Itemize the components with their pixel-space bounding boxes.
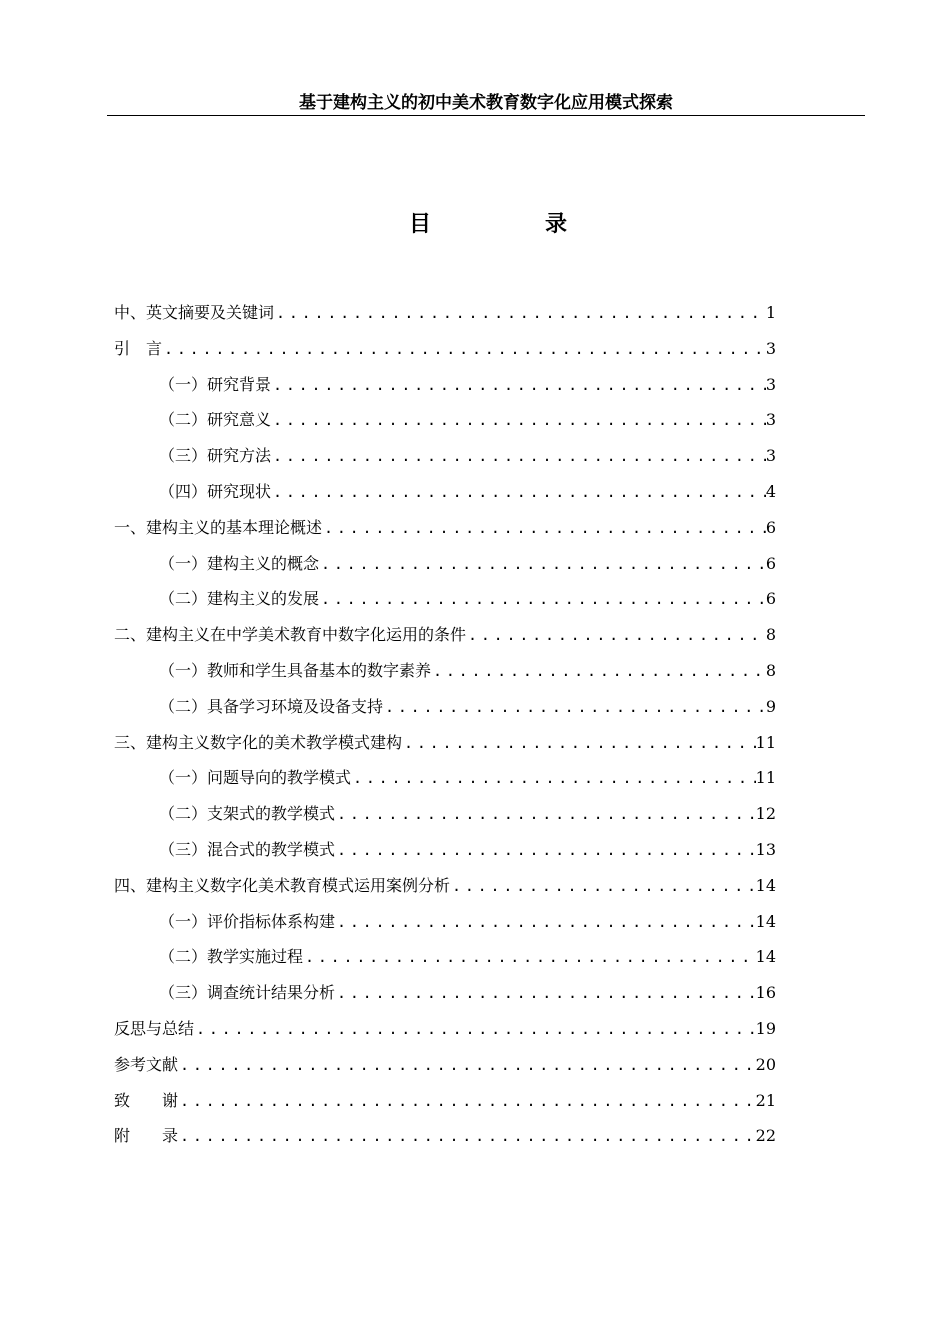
toc-entry-page-number: 4 xyxy=(765,481,776,501)
toc-dot-leader xyxy=(335,833,756,868)
toc-entry-label: （二）支架式的教学模式 xyxy=(159,804,336,824)
toc-entry-label: 附 录 xyxy=(114,1126,179,1146)
toc-dot-leader xyxy=(303,940,756,975)
toc-dot-leader xyxy=(322,511,766,546)
toc-entry[interactable] xyxy=(114,653,776,689)
toc-entry-page-number: 11 xyxy=(755,732,776,752)
toc-dot-leader xyxy=(178,1084,756,1119)
toc-entry[interactable] xyxy=(114,367,776,403)
toc-entry[interactable] xyxy=(114,581,776,617)
toc-entry-label: （三）研究方法 xyxy=(159,446,272,466)
toc-entry-label: （二）建构主义的发展 xyxy=(159,589,320,609)
toc-entry[interactable] xyxy=(114,438,776,474)
toc-entry[interactable] xyxy=(114,796,776,832)
toc-entry-page-number: 14 xyxy=(755,911,776,931)
toc-entry-label: 一、建构主义的基本理论概述 xyxy=(114,517,323,537)
toc-entry-page-number: 8 xyxy=(765,625,776,645)
toc-entry-label: （三）调查统计结果分析 xyxy=(159,983,336,1003)
toc-entry-label: （一）问题导向的教学模式 xyxy=(159,768,352,788)
toc-dot-leader xyxy=(351,761,756,796)
toc-entry[interactable] xyxy=(114,832,776,868)
toc-entry-label: （三）混合式的教学模式 xyxy=(159,839,336,859)
toc-entry-page-number: 11 xyxy=(755,768,776,788)
toc-dot-leader xyxy=(178,1048,756,1083)
toc-dot-leader xyxy=(466,618,766,653)
toc-entry-label: 致 谢 xyxy=(114,1090,179,1110)
toc-entry-label: 参考文献 xyxy=(114,1054,179,1074)
toc-dot-leader xyxy=(383,690,766,725)
toc-entry-label: 三、建构主义数字化的美术教学模式建构 xyxy=(114,732,403,752)
toc-entry[interactable] xyxy=(114,510,776,546)
toc-dot-leader xyxy=(274,296,766,331)
toc-entry[interactable] xyxy=(114,402,776,438)
toc-title: 目 录 xyxy=(408,212,613,237)
toc-entry[interactable] xyxy=(114,1047,776,1083)
toc-entry[interactable] xyxy=(114,939,776,975)
toc-entry[interactable] xyxy=(114,1011,776,1047)
toc-entry[interactable] xyxy=(114,1083,776,1119)
toc-dot-leader xyxy=(271,403,766,438)
toc-entry[interactable] xyxy=(114,1118,776,1154)
toc-entry-page-number: 21 xyxy=(755,1090,776,1110)
toc-entry[interactable] xyxy=(114,689,776,725)
running-header: 基于建构主义的初中美术教育数字化应用模式探索 xyxy=(299,93,673,113)
toc-entry[interactable] xyxy=(114,760,776,796)
toc-entry[interactable] xyxy=(114,975,776,1011)
toc-dot-leader xyxy=(335,976,756,1011)
toc-entry[interactable] xyxy=(114,904,776,940)
toc-entry-label: （一）教师和学生具备基本的数字素养 xyxy=(159,660,432,680)
toc-dot-leader xyxy=(319,582,766,617)
toc-entry-page-number: 3 xyxy=(765,410,776,430)
toc-entry-label: 四、建构主义数字化美术教育模式运用案例分析 xyxy=(114,875,451,895)
toc-entry-page-number: 6 xyxy=(765,553,776,573)
toc-entry-label: 引 言 xyxy=(114,338,163,358)
toc-dot-leader xyxy=(194,1012,756,1047)
toc-entry[interactable] xyxy=(114,474,776,510)
toc-dot-leader xyxy=(162,332,766,367)
toc-entry[interactable] xyxy=(114,546,776,582)
toc-entry-label: 反思与总结 xyxy=(114,1018,195,1038)
toc-entry-page-number: 19 xyxy=(755,1018,776,1038)
toc-entry-page-number: 12 xyxy=(755,804,776,824)
toc-entry-label: （二）具备学习环境及设备支持 xyxy=(159,696,384,716)
toc-entry-page-number: 1 xyxy=(765,303,776,322)
toc-entry[interactable] xyxy=(114,331,776,367)
toc-entry-label: （二）研究意义 xyxy=(159,410,272,430)
toc-entry-page-number: 13 xyxy=(755,839,776,859)
toc-entry[interactable] xyxy=(114,868,776,904)
toc-entry-page-number: 3 xyxy=(765,338,776,358)
toc-entry-page-number: 3 xyxy=(765,446,776,466)
toc-entry[interactable] xyxy=(114,295,776,331)
toc-dot-leader xyxy=(335,797,756,832)
toc-entry-label: 中、英文摘要及关键词 xyxy=(114,303,275,322)
toc-entry-page-number: 8 xyxy=(765,660,776,680)
toc-entry[interactable] xyxy=(114,725,776,761)
toc-dot-leader xyxy=(450,869,756,904)
toc-entry-label: （二）教学实施过程 xyxy=(159,947,304,967)
toc-entry-page-number: 14 xyxy=(755,875,776,895)
toc-dot-leader xyxy=(178,1119,756,1154)
toc-entry[interactable] xyxy=(114,617,776,653)
header-rule xyxy=(107,115,865,116)
toc-dot-leader xyxy=(402,726,756,761)
toc-entry-label: （一）建构主义的概念 xyxy=(159,553,320,573)
toc-entry-label: （一）评价指标体系构建 xyxy=(159,911,336,931)
toc-dot-leader xyxy=(431,654,766,689)
table-of-contents xyxy=(114,295,776,1154)
toc-dot-leader xyxy=(271,475,766,510)
toc-dot-leader xyxy=(271,368,766,403)
toc-entry-page-number: 9 xyxy=(765,696,776,716)
toc-entry-page-number: 16 xyxy=(755,983,776,1003)
toc-entry-page-number: 6 xyxy=(765,517,776,537)
toc-dot-leader xyxy=(271,439,766,474)
toc-entry-page-number: 22 xyxy=(755,1126,776,1146)
toc-entry-label: （四）研究现状 xyxy=(159,481,272,501)
toc-entry-page-number: 14 xyxy=(755,947,776,967)
toc-entry-label: 二、建构主义在中学美术教育中数字化运用的条件 xyxy=(114,625,467,645)
toc-dot-leader xyxy=(319,547,766,582)
toc-entry-label: （一）研究背景 xyxy=(159,374,272,394)
toc-dot-leader xyxy=(335,905,756,940)
toc-entry-page-number: 6 xyxy=(765,589,776,609)
toc-entry-page-number: 3 xyxy=(765,374,776,394)
toc-entry-page-number: 20 xyxy=(755,1054,776,1074)
